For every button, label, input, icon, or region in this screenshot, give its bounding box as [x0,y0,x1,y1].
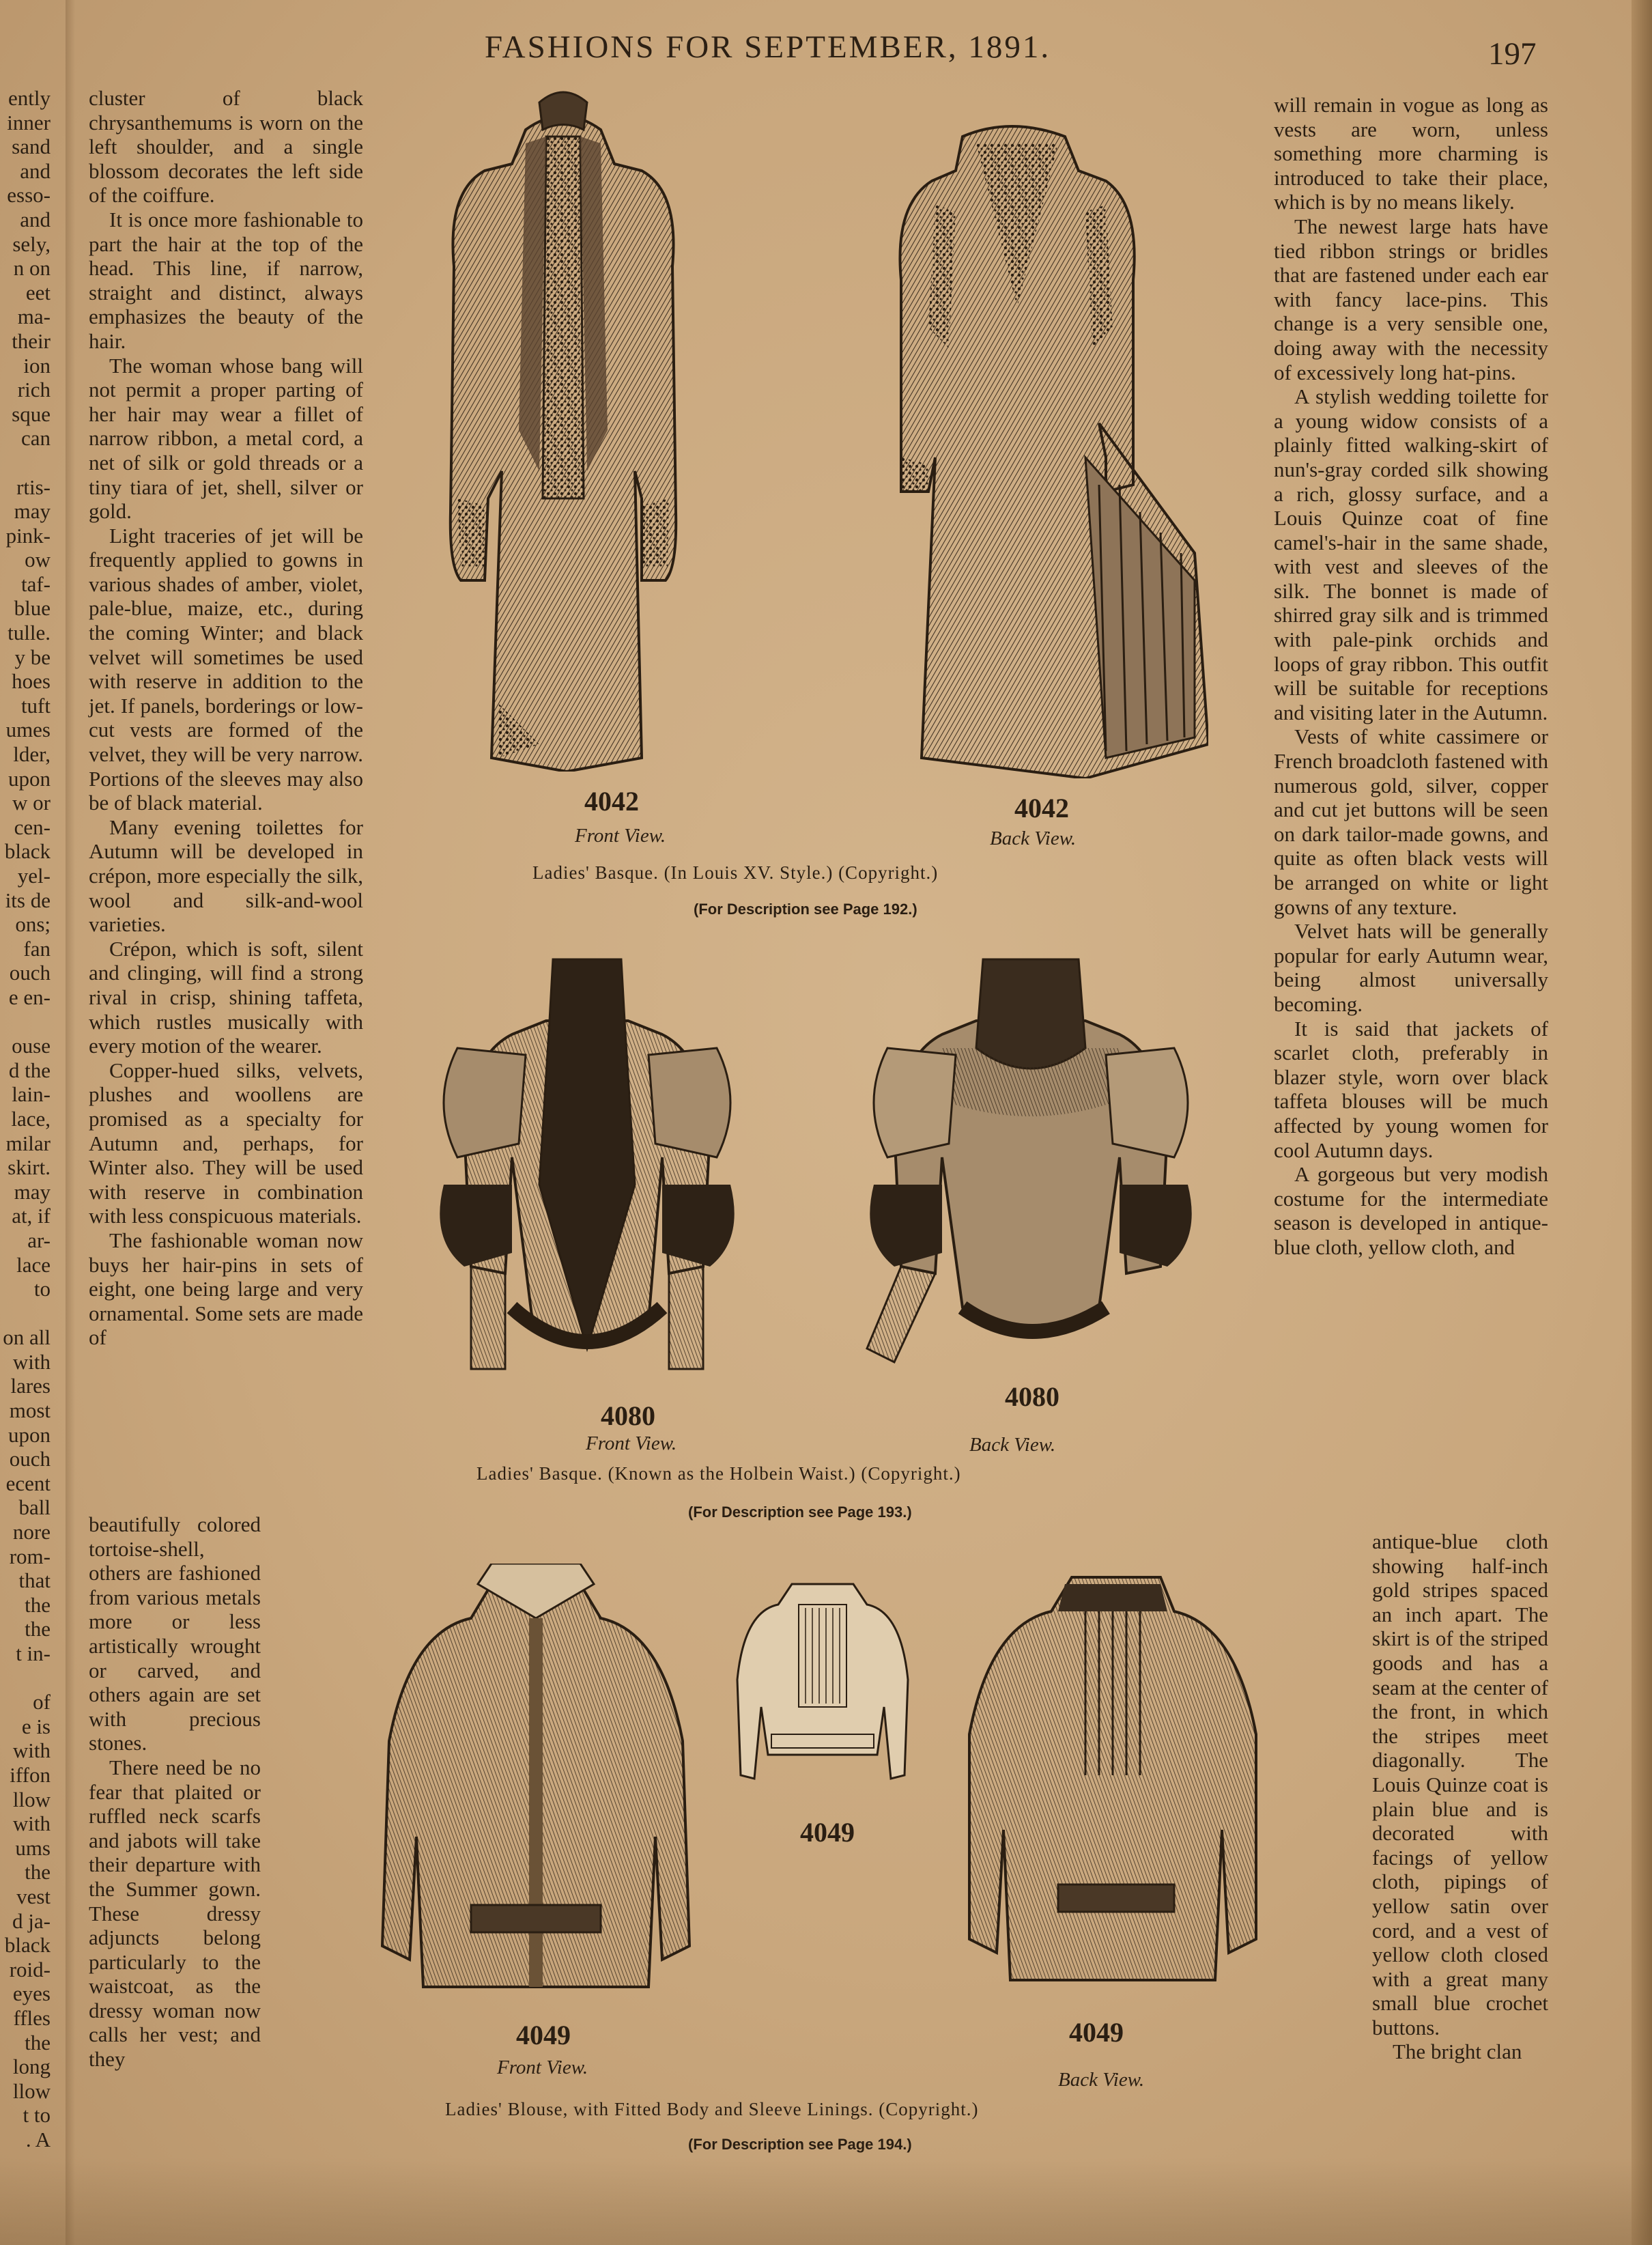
figure-number: 4080 [1005,1381,1059,1412]
figure-number: 4049 [516,2020,571,2050]
right-column-narrow [1372,1529,1548,2064]
edge-fragment: e en- [8,985,51,1009]
edge-fragment [0,1666,51,1691]
edge-fragment: ar- [27,1228,51,1252]
edge-fragment: their [12,328,51,353]
previous-page-column-fragment [0,86,51,2151]
edge-fragment: taf- [20,571,51,596]
figure-description-ref: (For Description see Page 193.) [688,1503,912,1521]
edge-fragment: on all [3,1325,51,1350]
edge-fragment: vest [16,1884,51,1908]
basque-4080-front-illustration [430,952,744,1396]
edge-fragment: y be [14,645,51,669]
gutter-shadow [66,0,75,2245]
figure-description-ref: (For Description see Page 194.) [688,2136,912,2153]
edge-fragment: the [25,1860,51,1884]
edge-fragment: d ja- [12,1908,51,1933]
edge-fragment: llow [12,1787,51,1811]
edge-fragment: t in- [16,1641,51,1665]
paragraph: Light traceries of jet will be frequently applied to gowns in various shades of amber, violet, pale-blue, maize, etc., during the coming Winter; and black velvet will sometimes be used with reserve in addition to the jet. If panels, borderings or low-cut vests are formed of the velvet, they will be very narrow. Portions of the sleeves may also be of black material. [89,523,363,815]
edge-fragment: ow [25,548,51,572]
edge-fragment: sely, [12,231,51,256]
basque-4080-back-illustration [853,952,1208,1376]
edge-fragment: and [20,207,51,231]
edge-fragment: fan [23,936,51,961]
page-header: FASHIONS FOR SEPTEMBER, 1891. [485,29,1051,65]
edge-fragment: the [25,1617,51,1641]
paragraph: cluster of black chrysanthemums is worn on the left shoulder, and a single blossom decorates the left side of the coiffure. [89,86,363,208]
edge-fragment: e is [21,1714,51,1738]
edge-fragment [0,1010,51,1034]
figure-caption: Ladies' Blouse, with Fitted Body and Sleeve Linings. (Copyright.) [445,2099,979,2119]
edge-fragment: with [12,1738,51,1763]
edge-fragment: the [25,1592,51,1617]
edge-fragment: black [4,1933,51,1958]
edge-fragment: its de [5,888,51,912]
figure-caption: Ladies' Basque. (Known as the Holbein Waist.) (Copyright.) [476,1463,961,1484]
edge-fragment: skirt. [8,1155,51,1180]
paragraph: A stylish wedding toilette for a young widow consists of a plainly fitted walking-skirt of nun's-gray corded silk showing a rich, glossy surface, and a Louis Quinze coat of fine camel's-hair in the same shade, with vest and sleeves of the silk. The bonnet is made of shirred gray silk and is trimmed with pale-pink orchids and loops of gray ribbon. This outfit will be suitable for receptions and visiting later in the Autumn. [1274,384,1548,724]
paragraph: There need be no fear that plaited or ruffled neck scarfs and jabots will take their departure with the Summer gown. These dressy adjuncts belong particularly to the waistcoat, as the dressy woman now calls her vest; and they [89,1755,261,2072]
view-label: Front View. [586,1432,677,1454]
edge-fragment: ums [15,1835,51,1860]
view-label: Front View. [497,2057,588,2078]
edge-fragment: ball [18,1495,51,1520]
edge-fragment: sque [12,401,51,426]
edge-fragment: tulle. [8,621,51,645]
page-number: 197 [1488,36,1537,72]
paragraph: Copper-hued silks, velvets, plushes and woollens are promised as a specialty for Autumn and, perhaps, for Winter also. They will be used with reserve in combination with less conspicuous materials. [89,1058,363,1228]
edge-fragment: . A [25,2127,51,2151]
edge-fragment: to [33,1277,51,1301]
edge-fragment: long [12,2055,51,2079]
figure-caption: Ladies' Basque. (In Louis XV. Style.) (Copyright.) [532,862,939,883]
right-column [1274,93,1548,1260]
edge-fragment: ffles [13,2005,51,2030]
edge-fragment: umes [5,718,51,742]
edge-fragment: yel- [17,864,51,888]
edge-fragment: upon [8,766,51,791]
edge-fragment: inner [7,110,51,135]
page-edge [1632,0,1652,2245]
paragraph: Many evening toilettes for Autumn will be developed in crépon, more especially the silk, wool and silk-and-wool varieties. [89,815,363,937]
blouse-4049-back-illustration [963,1570,1263,1994]
edge-fragment: tuft [20,693,51,718]
left-column [89,86,363,1350]
edge-fragment: at, if [12,1204,51,1228]
edge-fragment: rtis- [16,475,51,499]
edge-fragment: ouse [12,1034,51,1058]
edge-fragment: upon [8,1422,51,1447]
figure-number: 4042 [584,786,639,817]
paragraph: Vests of white cassimere or French broadcloth fastened with numerous gold, silver, copper and cut jet buttons will be seen on dark tailor-made gowns, and quite as often black vests will be arranged on white or light gowns of any texture. [1274,724,1548,919]
blouse-4049-small-illustration [730,1570,915,1830]
edge-fragment: may [14,1179,51,1204]
basque-4042-front-illustration [437,89,689,772]
figure-number: 4080 [601,1400,655,1431]
edge-fragment: lder, [13,742,51,767]
edge-fragment: of [33,1690,51,1714]
edge-fragment: roid- [9,1957,51,1981]
paragraph: It is said that jackets of scarlet cloth, preferably in blazer style, worn over black taffeta blouses will be much affected by young women for cool Autumn days. [1274,1016,1548,1162]
paragraph: The bright clan [1393,2039,1522,2064]
edge-fragment: black [4,839,51,864]
edge-fragment: most [9,1398,51,1423]
edge-fragment: can [20,426,51,451]
edge-fragment: ons; [15,912,51,937]
paragraph: A gorgeous but very modish costume for the intermediate season is developed in antique-blue cloth, yellow cloth, and [1274,1162,1548,1259]
edge-fragment: ouch [9,961,51,985]
edge-fragment: esso- [7,183,51,208]
edge-fragment: t to [23,2103,51,2128]
bottom-shading [0,2158,1652,2245]
paragraph: Velvet hats will be generally popular for early Autumn wear, being almost universally becoming. [1274,919,1548,1016]
edge-fragment: w or [12,791,51,815]
edge-fragment: iffon [10,1762,51,1787]
edge-fragment: sand [12,135,51,159]
basque-4042-back-illustration [881,102,1208,778]
edge-fragment: lares [10,1374,51,1398]
figure-number: 4049 [800,1817,855,1848]
edge-fragment: milar [5,1131,51,1155]
edge-fragment: may [14,499,51,524]
edge-fragment: the [25,2030,51,2055]
edge-fragment: ion [23,353,51,378]
edge-fragment: rich [17,378,51,402]
edge-fragment: and [20,158,51,183]
paragraph: will remain in vogue as long as vests are worn, unless something more charming is introduced to take their place, which is by no means likely. [1274,93,1548,214]
edge-fragment: lace, [11,1106,51,1131]
figure-number: 4049 [1069,2017,1124,2048]
figure-description-ref: (For Description see Page 192.) [694,901,917,918]
edge-fragment: ma- [17,305,51,329]
paragraph: The newest large hats have tied ribbon strings or bridles that are fastened under each ear with fancy lace-pins. This change is a very sensible one, doing away with the necessity of excessively long hat-pins. [1274,214,1548,384]
edge-fragment: cen- [14,815,51,839]
left-column-narrow [89,1512,261,2072]
edge-fragment: ouch [9,1447,51,1471]
paragraph: The woman whose bang will not permit a proper parting of her hair may wear a fillet of narrow ribbon, a metal cord, a net of silk or gold threads or a tiny tiara of jet, shell, silver or gold. [89,353,363,524]
edge-fragment: lace [16,1252,51,1277]
edge-fragment [0,451,51,475]
edge-fragment: hoes [12,669,51,694]
edge-fragment: lain- [12,1082,51,1107]
edge-fragment: rom- [9,1544,51,1568]
view-label: Back View. [1058,2069,1145,2091]
paragraph: Crépon, which is soft, silent and clinging, will find a strong rival in crisp, shining taffeta, which rustles musically with every motion of the wearer. [89,936,363,1058]
edge-fragment: that [18,1568,51,1593]
paragraph: beautifully colored tortoise-shell, others are fashioned from various metals more or less artistically wrought or carved, and others again are set with precious stones. [89,1512,261,1755]
edge-fragment: d the [8,1058,51,1082]
paragraph: antique-blue cloth showing half-inch gold stripes spaced an inch apart. The skirt is of the striped goods and has a seam at the center of the front, in which the stripes meet diagonally. The Louis Quinze coat is plain blue and is decorated with facings of yellow cloth, pipings of yellow satin over cord, and a vest of yellow cloth closed with a great many small blue crochet buttons. [1372,1529,1548,2039]
edge-fragment: llow [12,2078,51,2103]
edge-fragment: nore [12,1520,51,1544]
view-label: Back View. [969,1434,1056,1456]
figure-number: 4042 [1014,793,1069,823]
edge-fragment: eyes [12,1981,51,2006]
blouse-4049-front-illustration [375,1564,696,2001]
paragraph: The fashionable woman now buys her hair-pins in sets of eight, one being large and very ornamental. Some sets are made of [89,1228,363,1350]
edge-fragment [0,1301,51,1326]
edge-fragment: n on [13,256,51,281]
edge-fragment: ecent [5,1471,51,1495]
paragraph: It is once more fashionable to part the hair at the top of the head. This line, if narrow, straight and distinct, always emphasizes the beauty of the hair. [89,207,363,353]
view-label: Front View. [575,825,666,847]
edge-fragment: with [12,1811,51,1836]
edge-fragment: ently [8,86,51,110]
view-label: Back View. [990,828,1077,849]
edge-fragment: with [12,1349,51,1374]
edge-fragment: eet [25,280,51,305]
edge-fragment: pink- [5,523,51,548]
edge-fragment: blue [14,596,51,621]
